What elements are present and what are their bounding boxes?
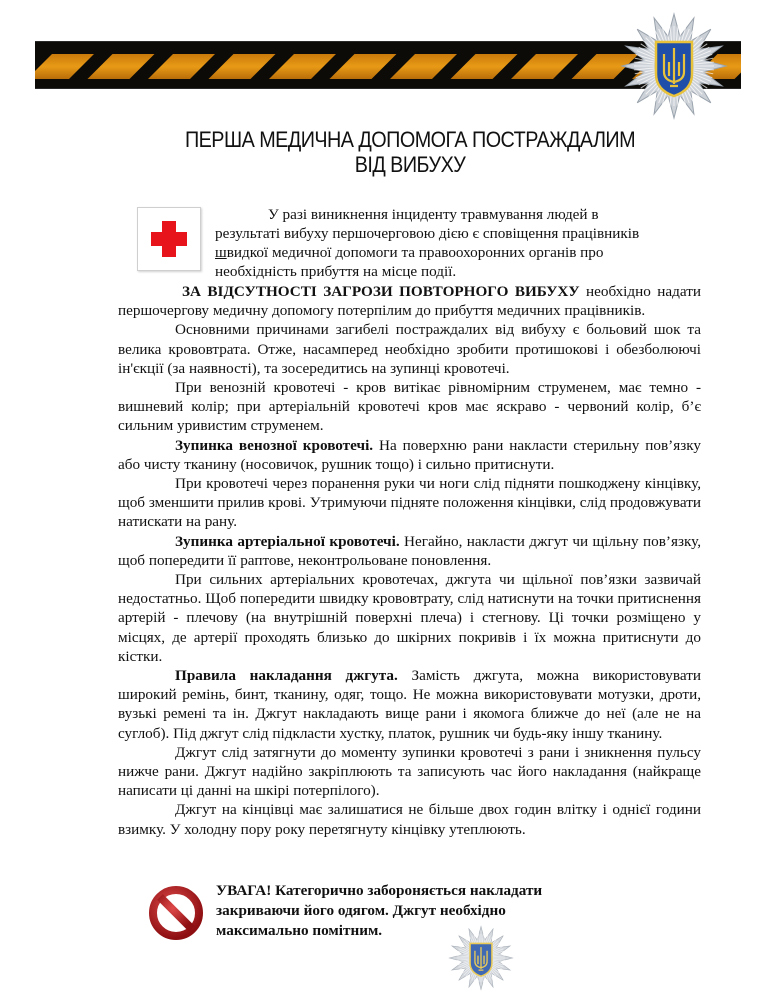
paragraph-text: необхідно надати першочергову медичну допомогу потерпілим до прибуття медичних працівників. [118, 283, 701, 320]
paragraph [118, 320, 701, 378]
warning-line-3: максимально помітним. [216, 922, 383, 939]
warning-line-1: УВАГА! Категорично забороняється накладати [216, 882, 543, 899]
paragraph-text: Замість джгута, можна використовувати широкий ремінь, бинт, тканину, одяг, тощо. Не можна використовувати мотузки, дроти, вузькі ремені та ін. Джгут накладають вище рани і якомога ближче до неї (але не на суглоб). Під джгут слід підкласти хустку, платок, рушник чи будь-яку іншу тканину. [118, 667, 701, 742]
paragraph [118, 474, 701, 532]
intro-line-4: необхідність прибуття на місце події. [215, 263, 457, 280]
paragraph [118, 378, 701, 436]
hazard-stripe [269, 54, 336, 79]
hazard-stripe [209, 54, 276, 79]
paragraph [118, 436, 701, 474]
paragraph [118, 800, 701, 838]
red-cross-icon [137, 207, 201, 271]
intro-line-3 [215, 243, 705, 262]
body-text [118, 282, 701, 839]
intro-paragraph [215, 205, 705, 281]
hazard-stripe [35, 54, 94, 79]
paragraph-text: При кровотечі через поранення руки чи ноги слід підняти пошкоджену кінцівку, щоб зменшити прилив крові. Утримуючи підняте положення кінцівки, слід продовжувати натискати на рану. [118, 475, 701, 531]
title-line-1: ПЕРША МЕДИЧНА ДОПОМОГА ПОСТРАЖДАЛИМ [184, 127, 636, 152]
hazard-stripe [88, 54, 155, 79]
page-title [131, 127, 689, 177]
paragraph [118, 570, 701, 666]
police-emblem-icon [618, 12, 730, 120]
warning-line-2: закриваючи його одягом. Джгут необхідно [216, 902, 506, 919]
paragraph-bold: ЗА ВІДСУТНОСТІ ЗАГРОЗИ ПОВТОРНОГО ВИБУХУ [182, 283, 580, 300]
paragraph [118, 532, 701, 570]
paragraph-text: На поверхню рани накласти стерильну пов’язку або чисту тканину (носовичок, рушник тощо) і сильно притиснути. [118, 436, 701, 473]
paragraph-bold: Зупинка венозної кровотечі. [175, 436, 374, 454]
hazard-stripe [330, 54, 397, 79]
title-line-2: ВІД ВИБУХУ [354, 152, 466, 177]
paragraph [118, 282, 701, 320]
paragraph-text: При венозній кровотечі - кров витікає рівномірним струменем, має темно - вишневий колір; при артеріальній кровотечі кров має яскраво - червоний колір, б’є сильним уривистим струменем. [118, 379, 701, 435]
hazard-stripe [390, 54, 457, 79]
paragraph [118, 743, 701, 801]
paragraph-text: Основними причинами загибелі постраждалих від вибуху є больовий шок та велика крововтрата. Отже, насамперед необхідно зробити протишокові і обезболюючі ін'єкції (за наявності), та зосередитись на зупинці кровотечі. [118, 321, 701, 377]
paragraph-bold: Зупинка артеріальної кровотечі. [175, 532, 400, 550]
intro-line-2: результаті вибуху першочерговою дією є сповіщення працівників [215, 225, 640, 242]
intro-underlined-letter: ш [215, 244, 227, 261]
warning-text [216, 881, 616, 941]
hazard-stripe [451, 54, 518, 79]
prohibited-sign-icon [148, 885, 204, 941]
police-emblem-footer-icon [447, 924, 515, 992]
hazard-stripe [511, 54, 578, 79]
intro-line-1: У разі виникнення інциденту травмування людей в [268, 206, 599, 223]
paragraph-text: При сильних артеріальних кровотечах, джгута чи щільної пов’язки зазвичай недостатньо. Щоб попередити швидку крововтрату, слід натиснути на точки притиснення артерій - плечову (на внутрішній поверхні плеча) і стегнову. Ці точки розміщено у місцях, де артерії проходять близько до шкірних покривів і їх можна притиснути до кістки. [118, 571, 701, 665]
intro-line-3-text: видкої медичної допомоги та правоохоронних органів про [226, 244, 604, 261]
paragraph-bold: Правила накладання джгута. [175, 667, 398, 685]
paragraph-text: Негайно, накласти джгут чи щільну пов’язку, щоб попередити її раптове, неконтрольоване поновлення. [118, 532, 701, 569]
paragraph-text: Джгут слід затягнути до моменту зупинки кровотечі з рани і зникнення пульсу нижче рани. Джгут надійно закріплюють та записують час його накладання (найкраще написати ці данні на шкірі потерпілого). [118, 743, 701, 800]
paragraph [118, 666, 701, 743]
hazard-stripe [148, 54, 215, 79]
paragraph-text: Джгут на кінцівці має залишатися не більше двох годин влітку і однієї години взимку. У холодну пору року перетягнуту кінцівку утеплюють. [118, 801, 701, 838]
